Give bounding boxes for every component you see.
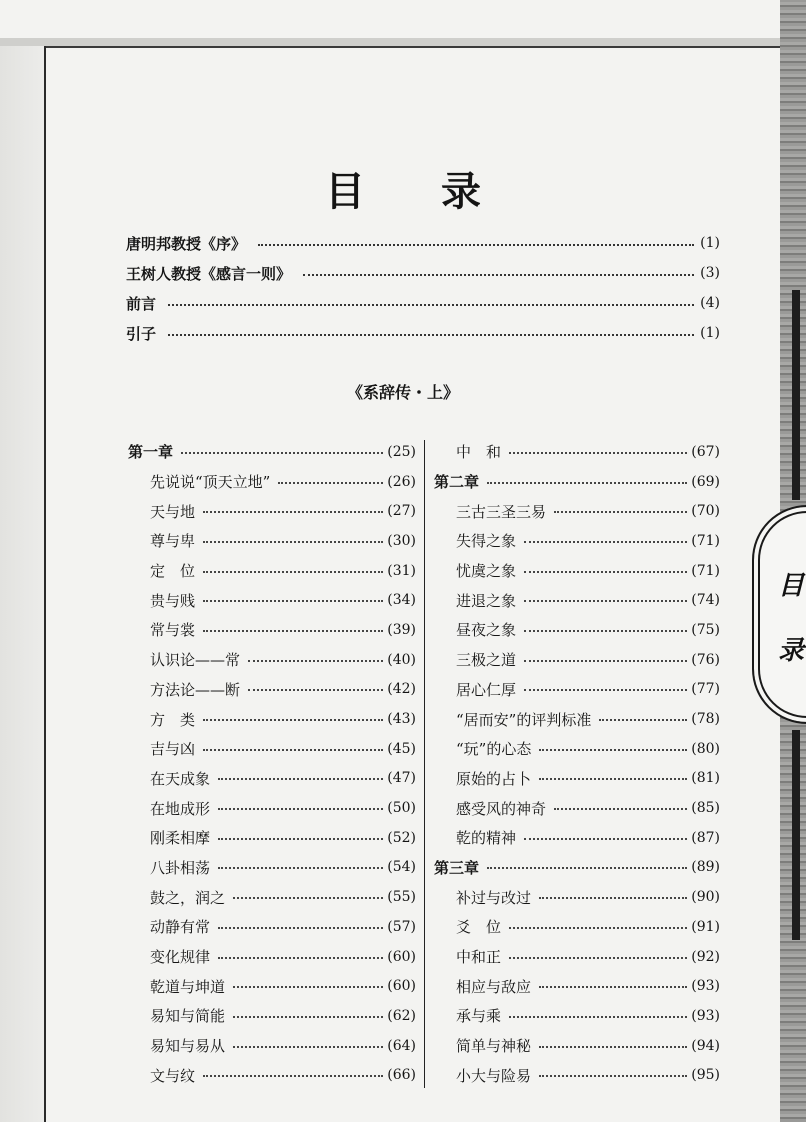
leader-dots (487, 482, 687, 484)
entry-page: (43) (387, 711, 416, 728)
toc-entry (128, 675, 416, 705)
toc-entry (434, 793, 720, 823)
entry-page: (34) (387, 592, 416, 609)
toc-entry (128, 912, 416, 942)
entry-page: (4) (700, 295, 720, 311)
entry-label: 在天成象 (150, 769, 211, 788)
entry-label: 中和正 (456, 948, 502, 967)
entry-label: 认识论——常 (150, 651, 241, 670)
entry-page: (42) (387, 681, 416, 698)
leader-dots (524, 630, 687, 632)
leader-dots (218, 957, 383, 959)
toc-entry (128, 556, 416, 586)
toc-entry (128, 1060, 416, 1090)
toc-entry (128, 764, 416, 794)
entry-label: 吉与凶 (150, 740, 196, 759)
entry-label: 常与裳 (150, 621, 196, 640)
leader-dots (218, 808, 383, 810)
front-matter-entry (126, 229, 720, 257)
entry-page: (60) (387, 948, 416, 965)
leader-dots (218, 867, 383, 869)
entry-label: 简单与神秘 (456, 1037, 532, 1056)
toc-entry (434, 585, 720, 615)
leader-dots (168, 304, 694, 306)
toc-entry (128, 882, 416, 912)
page-title (0, 160, 806, 217)
entry-page: (64) (387, 1037, 416, 1054)
entry-page: (71) (691, 562, 720, 579)
entry-label: 原始的占卜 (456, 769, 532, 788)
entry-page: (50) (387, 800, 416, 817)
entry-label: 先说说“顶天立地” (150, 473, 271, 492)
leader-dots (203, 571, 383, 573)
leader-dots (203, 719, 383, 721)
entry-page: (91) (691, 918, 720, 935)
entry-page: (57) (387, 918, 416, 935)
entry-label: 八卦相荡 (150, 858, 211, 877)
entry-label: 乾的精神 (456, 829, 517, 848)
entry-page: (67) (691, 443, 720, 460)
column-divider (424, 440, 425, 1088)
entry-page: (75) (691, 621, 720, 638)
leader-dots (487, 867, 687, 869)
entry-page: (90) (691, 889, 720, 906)
entry-page: (55) (387, 889, 416, 906)
leader-dots (278, 482, 383, 484)
toc-entry (434, 645, 720, 675)
toc-entry (434, 1031, 720, 1061)
leader-dots (248, 689, 383, 691)
toc-entry (128, 615, 416, 645)
entry-label: “玩”的心态 (456, 740, 532, 759)
leader-dots (218, 778, 383, 780)
entry-label: “居而安”的评判标准 (456, 710, 592, 729)
toc-entry (434, 764, 720, 794)
page-top-rule (0, 38, 790, 48)
entry-page: (39) (387, 621, 416, 638)
entry-page: (85) (691, 800, 720, 817)
leader-dots (539, 778, 687, 780)
entry-page: (70) (691, 503, 720, 520)
entry-page: (81) (691, 770, 720, 787)
entry-label: 失得之象 (456, 532, 517, 551)
leader-dots (509, 957, 687, 959)
entry-page: (31) (387, 562, 416, 579)
leader-dots (554, 511, 687, 513)
leader-dots (203, 749, 383, 751)
entry-label: 承与乘 (456, 1007, 502, 1026)
entry-label: 易知与易从 (150, 1037, 226, 1056)
toc-entry (434, 704, 720, 734)
leader-dots (539, 1075, 687, 1077)
entry-page: (95) (691, 1067, 720, 1084)
entry-page: (62) (387, 1007, 416, 1024)
entry-page: (74) (691, 592, 720, 609)
entry-page: (40) (387, 651, 416, 668)
toc-entry (128, 1031, 416, 1061)
side-tab-char: 录 (778, 636, 805, 666)
leader-dots (524, 571, 687, 573)
entry-label: 定 位 (150, 562, 196, 581)
toc-entry (434, 1001, 720, 1031)
side-tab-char: 目 (778, 571, 805, 601)
toc-right-column (434, 437, 720, 1090)
entry-page: (92) (691, 948, 720, 965)
leader-dots (168, 334, 694, 336)
entry-label: 引子 (126, 324, 157, 343)
entry-page: (93) (691, 1007, 720, 1024)
entry-label: 鼓之，润之 (150, 888, 226, 907)
entry-page: (52) (387, 829, 416, 846)
leader-dots (203, 630, 383, 632)
entry-page: (47) (387, 770, 416, 787)
toc-entry (128, 942, 416, 972)
entry-label: 小大与险易 (456, 1066, 532, 1085)
entry-label: 王树人教授《感言一则》 (126, 264, 292, 283)
entry-page: (78) (691, 711, 720, 728)
binding-edge-mark (792, 730, 800, 940)
entry-label: 方 类 (150, 710, 196, 729)
leader-dots (539, 986, 687, 988)
toc-entry (434, 1060, 720, 1090)
entry-label: 第三章 (434, 858, 480, 877)
toc-chapter-entry (434, 467, 720, 497)
entry-page: (27) (387, 503, 416, 520)
page-title-char: 目 (325, 168, 365, 215)
toc-entry (128, 704, 416, 734)
leader-dots (539, 1046, 687, 1048)
leader-dots (303, 274, 694, 276)
leader-dots (554, 808, 687, 810)
toc-entry (128, 1001, 416, 1031)
leader-dots (599, 719, 687, 721)
leader-dots (181, 452, 383, 454)
entry-label: 在地成形 (150, 799, 211, 818)
leader-dots (203, 541, 383, 543)
toc-entry (434, 437, 720, 467)
entry-label: 三古三圣三易 (456, 502, 547, 521)
leader-dots (509, 1016, 687, 1018)
entry-label: 爻 位 (456, 918, 502, 937)
entry-label: 相应与敌应 (456, 977, 532, 996)
entry-label: 贵与贱 (150, 591, 196, 610)
entry-label: 刚柔相摩 (150, 829, 211, 848)
entry-label: 前言 (126, 294, 157, 313)
toc-entry (434, 823, 720, 853)
entry-label: 变化规律 (150, 948, 211, 967)
leader-dots (203, 1075, 383, 1077)
entry-label: 易知与简能 (150, 1007, 226, 1026)
entry-page: (3) (700, 265, 720, 281)
entry-label: 第二章 (434, 473, 480, 492)
entry-label: 感受风的神奇 (456, 799, 547, 818)
entry-label: 方法论——断 (150, 680, 241, 699)
entry-page: (77) (691, 681, 720, 698)
entry-page: (30) (387, 532, 416, 549)
leader-dots (539, 897, 687, 899)
entry-page: (25) (387, 443, 416, 460)
entry-label: 进退之象 (456, 591, 517, 610)
entry-label: 居心仁厚 (456, 680, 517, 699)
toc-entry (434, 615, 720, 645)
leader-dots (248, 660, 383, 662)
front-matter-entry (126, 289, 720, 317)
toc-entry (128, 853, 416, 883)
leader-dots (524, 689, 687, 691)
entry-label: 三极之道 (456, 651, 517, 670)
entry-label: 尊与卑 (150, 532, 196, 551)
leader-dots (524, 838, 687, 840)
toc-entry (128, 793, 416, 823)
leader-dots (218, 927, 383, 929)
toc-entry (434, 942, 720, 972)
entry-page: (45) (387, 740, 416, 757)
section-title: 《系辞传・上》 (346, 383, 459, 402)
entry-page: (89) (691, 859, 720, 876)
entry-page: (1) (700, 325, 720, 341)
leader-dots (509, 452, 687, 454)
toc-entry (128, 823, 416, 853)
leader-dots (509, 927, 687, 929)
entry-page: (94) (691, 1037, 720, 1054)
toc-chapter-entry (128, 437, 416, 467)
entry-page: (76) (691, 651, 720, 668)
entry-label: 中 和 (456, 443, 502, 462)
leader-dots (233, 1046, 383, 1048)
toc-entry (128, 645, 416, 675)
toc-entry (128, 496, 416, 526)
toc-chapter-entry (434, 853, 720, 883)
toc-entry (434, 526, 720, 556)
front-matter-entry (126, 259, 720, 287)
toc-entry (434, 912, 720, 942)
toc-entry (434, 882, 720, 912)
leader-dots (218, 838, 383, 840)
toc-entry (128, 971, 416, 1001)
entry-page: (54) (387, 859, 416, 876)
leader-dots (233, 897, 383, 899)
toc-entry (434, 675, 720, 705)
toc-left-column (128, 437, 416, 1090)
toc-entry (434, 556, 720, 586)
toc-entry (434, 971, 720, 1001)
toc-entry (434, 496, 720, 526)
leader-dots (258, 244, 694, 246)
entry-page: (87) (691, 829, 720, 846)
toc-entry (128, 526, 416, 556)
entry-label: 动静有常 (150, 918, 211, 937)
entry-page: (69) (691, 473, 720, 490)
entry-page: (93) (691, 978, 720, 995)
entry-page: (71) (691, 532, 720, 549)
page-title-char: 录 (441, 168, 481, 215)
entry-label: 乾道与坤道 (150, 977, 226, 996)
entry-label: 文与纹 (150, 1066, 196, 1085)
entry-label: 天与地 (150, 502, 196, 521)
entry-label: 第一章 (128, 443, 174, 462)
leader-dots (524, 541, 687, 543)
entry-page: (26) (387, 473, 416, 490)
leader-dots (524, 660, 687, 662)
leader-dots (203, 600, 383, 602)
entry-page: (66) (387, 1067, 416, 1084)
leader-dots (539, 749, 687, 751)
leader-dots (524, 600, 687, 602)
toc-entry (128, 585, 416, 615)
entry-label: 昼夜之象 (456, 621, 517, 640)
leader-dots (233, 1016, 383, 1018)
entry-label: 补过与改过 (456, 888, 532, 907)
front-matter-entry (126, 319, 720, 347)
toc-entry (128, 467, 416, 497)
toc-entry (128, 734, 416, 764)
entry-label: 忧虞之象 (456, 562, 517, 581)
side-tab (752, 505, 806, 724)
leader-dots (233, 986, 383, 988)
entry-page: (60) (387, 978, 416, 995)
toc-entry (434, 734, 720, 764)
entry-page: (1) (700, 235, 720, 251)
entry-label: 唐明邦教授《序》 (126, 234, 247, 253)
leader-dots (203, 511, 383, 513)
entry-page: (80) (691, 740, 720, 757)
